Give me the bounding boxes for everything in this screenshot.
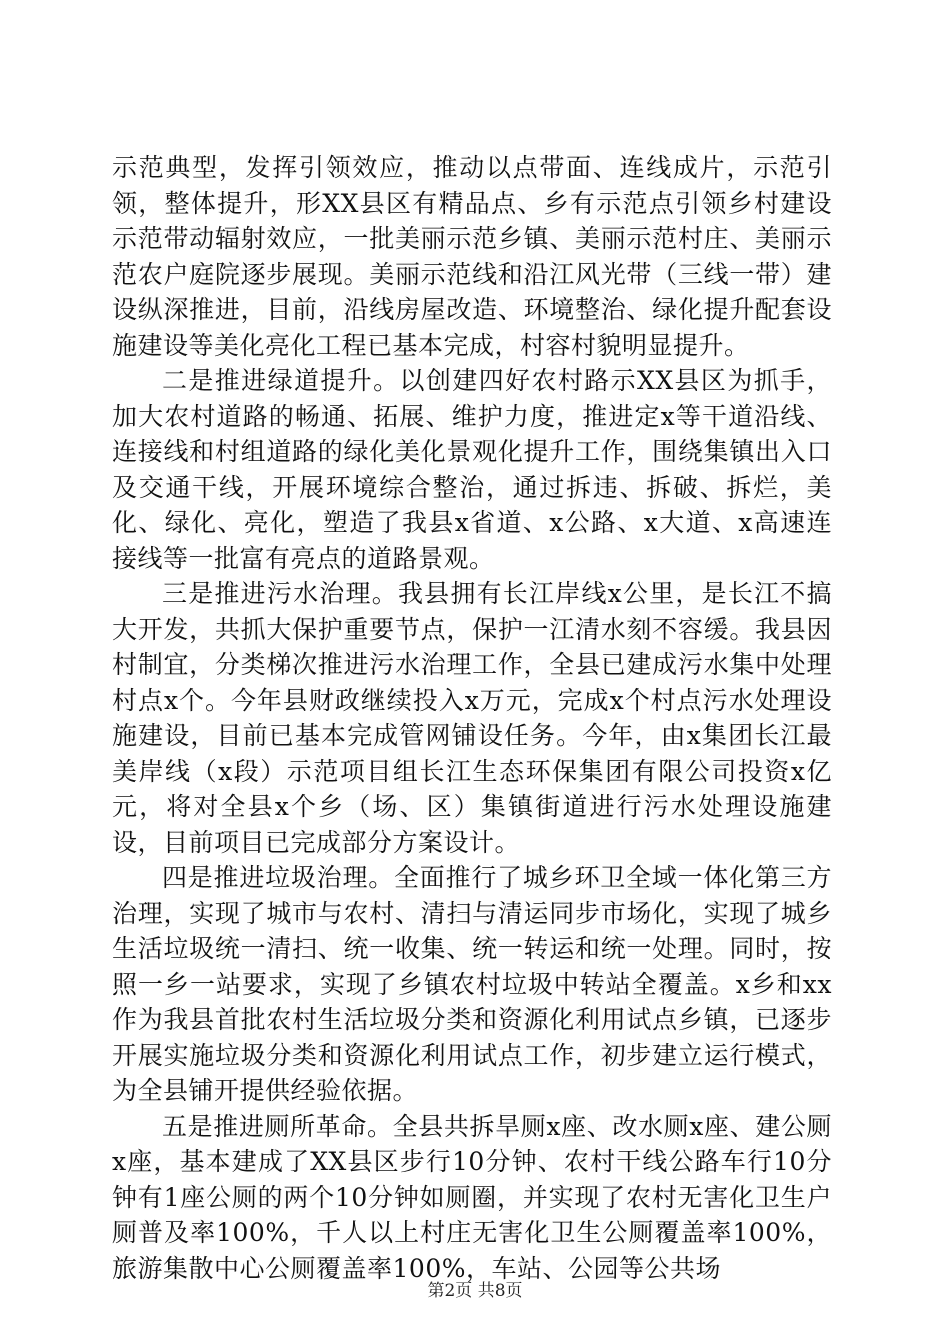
paragraph-greenway: 二是推进绿道提升。以创建四好农村路示XX县区为抓手，加大农村道路的畅通、拓展、维护力度，推进定x等干道沿线、连接线和村组道路的绿化美化景观化提升工作，围绕集镇出入口及交通干线，开展环境综合整治，通过拆违、拆破、拆烂，美化、绿化、亮化，塑造了我县x省道、x公路、x大道、x高速连接线等一批富有亮点的道路景观。 [112,366,832,573]
paragraph-continuation: 示范典型，发挥引领效应，推动以点带面、连线成片，示范引领，整体提升，形XX县区有精品点、乡有示范点引领乡村建设示范带动辐射效应，一批美丽示范乡镇、美丽示范村庄、美丽示范农户庭院逐步展现。美丽示范线和沿江风光带（三线一带）建设纵深推进，目前，沿线房屋改造、环境整治、绿化提升配套设施建设等美化亮化工程已基本完成，村容村貌明显提升。 [112,153,832,360]
paragraph-toilet: 五是推进厕所革命。全县共拆旱厕x座、改水厕x座、建公厕x座，基本建成了XX县区步行10分钟、农村干线公路车行10分钟有1座公厕的两个10分钟如厕圈，并实现了农村无害化卫生户厕普及率100%，千人以上村庄无害化卫生公厕覆盖率100%，旅游集散中心公厕覆盖率100%，车站、公园等公共场 [112,1111,832,1283]
document-body [112,150,832,1286]
paragraph-garbage: 四是推进垃圾治理。全面推行了城乡环卫全域一体化第三方治理，实现了城市与农村、清扫与清运同步市场化，实现了城乡生活垃圾统一清扫、统一收集、统一转运和统一处理。同时，按照一乡一站要求，实现了乡镇农村垃圾中转站全覆盖。x乡和xx作为我县首批农村生活垃圾分类和资源化利用试点乡镇，已逐步开展实施垃圾分类和资源化利用试点工作，初步建立运行模式，为全县铺开提供经验依据。 [112,863,832,1105]
paragraph-sewage: 三是推进污水治理。我县拥有长江岸线x公里，是长江不搞大开发，共抓大保护重要节点，保护一江清水刻不容缓。我县因村制宜，分类梯次推进污水治理工作，全县已建成污水集中处理村点x个。今年县财政继续投入x万元，完成x个村点污水处理设施建设，目前已基本完成管网铺设任务。今年，由x集团长江最美岸线（x段）示范项目组长江生态环保集团有限公司投资x亿元，将对全县x个乡（场、区）集镇街道进行污水处理设施建设，目前项目已完成部分方案设计。 [112,579,832,857]
page-number-footer: 第2页 共8页 [427,1281,523,1301]
